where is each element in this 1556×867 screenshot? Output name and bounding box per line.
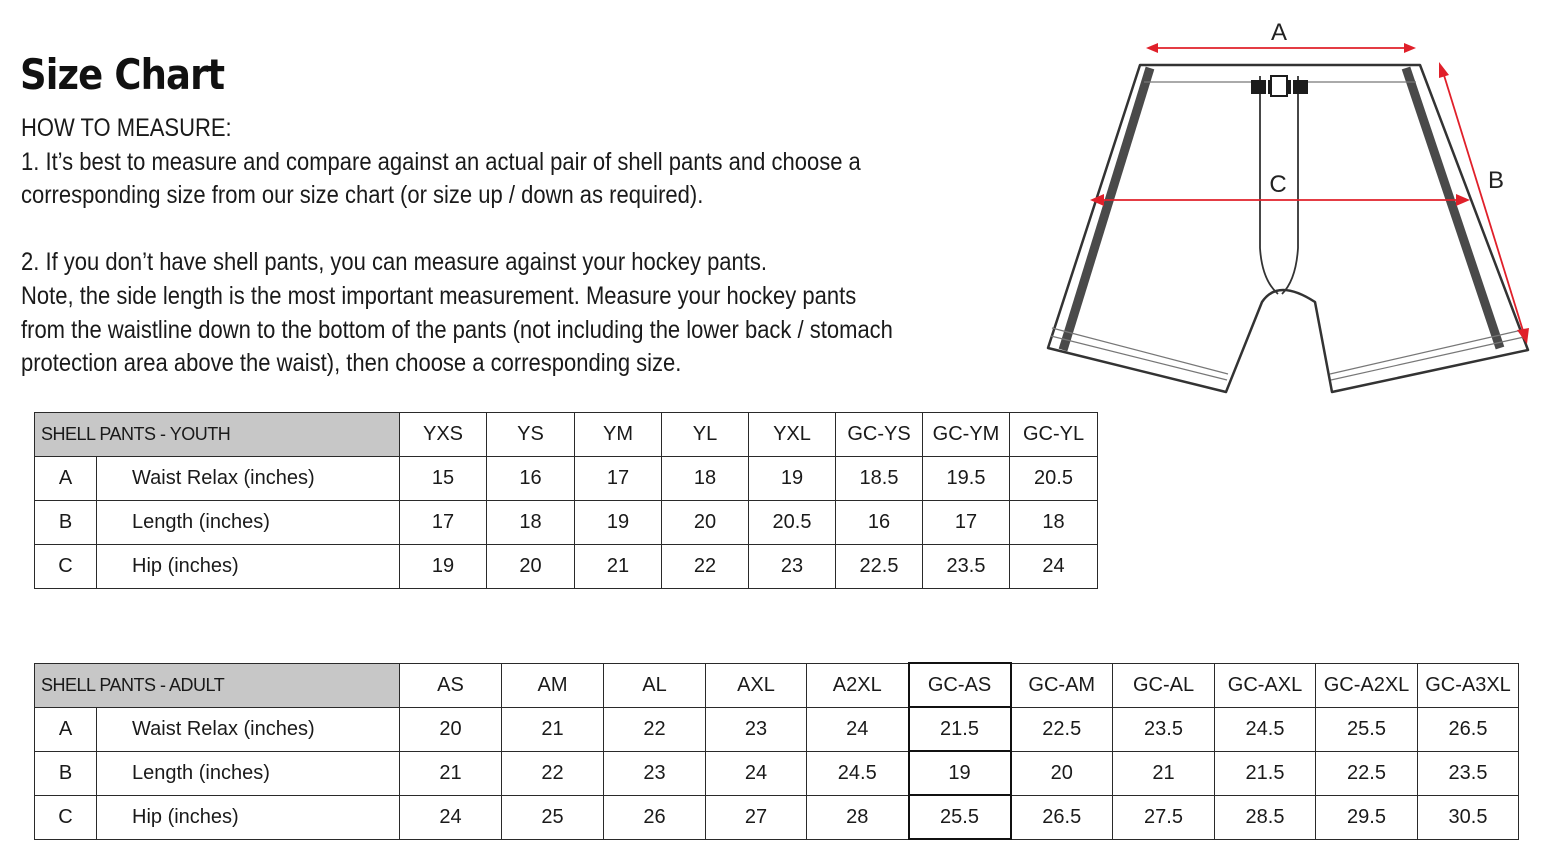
table-cell: 17 — [923, 501, 1010, 545]
table-cell: 19 — [400, 545, 487, 589]
size-header: GC-AL — [1113, 663, 1215, 707]
table-cell: 26.5 — [1418, 707, 1519, 751]
size-header: GC-AXL — [1215, 663, 1316, 707]
table-cell: 20.5 — [749, 501, 836, 545]
size-header: GC-A3XL — [1418, 663, 1519, 707]
label-a: A — [1270, 19, 1288, 46]
table-cell: 26 — [604, 795, 706, 839]
table-cell: 24 — [1010, 545, 1098, 589]
size-header: GC-AS — [909, 663, 1011, 707]
size-header: YXS — [400, 413, 487, 457]
size-header: AXL — [706, 663, 807, 707]
table-row — [35, 545, 1098, 589]
instruction-line: corresponding size from our size chart (or size up / down as required). — [21, 181, 704, 210]
table-cell: 19 — [909, 751, 1011, 795]
instruction-line: 1. It’s best to measure and compare against an actual pair of shell pants and choose a — [21, 147, 861, 176]
instruction-line: protection area above the waist), then choose a corresponding size. — [21, 349, 682, 378]
table-cell: 21 — [575, 545, 662, 589]
table-cell: 21.5 — [1215, 751, 1316, 795]
table-cell: 18 — [662, 457, 749, 501]
table-cell: 19 — [575, 501, 662, 545]
adult-size-table — [34, 662, 1519, 840]
table-cell: 18 — [487, 501, 575, 545]
table-cell: 23.5 — [1418, 751, 1519, 795]
table-cell: 27.5 — [1113, 795, 1215, 839]
table-cell: 21 — [502, 707, 604, 751]
table-cell: 23.5 — [1113, 707, 1215, 751]
table-cell: 20 — [1011, 751, 1113, 795]
table-cell: 22 — [662, 545, 749, 589]
table-cell: 26.5 — [1011, 795, 1113, 839]
row-code: C — [35, 545, 97, 589]
table-cell: 16 — [487, 457, 575, 501]
row-label: Hip (inches) — [97, 795, 400, 839]
adult-table-title: SHELL PANTS - ADULT — [35, 663, 400, 707]
size-header: YM — [575, 413, 662, 457]
table-cell: 28 — [807, 795, 909, 839]
table-cell: 30.5 — [1418, 795, 1519, 839]
table-cell: 24 — [807, 707, 909, 751]
size-header: AL — [604, 663, 706, 707]
table-cell: 15 — [400, 457, 487, 501]
table-cell: 27 — [706, 795, 807, 839]
table-cell: 19 — [749, 457, 836, 501]
table-cell: 16 — [836, 501, 923, 545]
table-cell: 17 — [575, 457, 662, 501]
adult-header-row — [35, 663, 1519, 707]
row-code: A — [35, 457, 97, 501]
table-cell: 21 — [400, 751, 502, 795]
table-cell: 25 — [502, 795, 604, 839]
size-header: GC-A2XL — [1316, 663, 1418, 707]
row-label: Waist Relax (inches) — [97, 707, 400, 751]
table-cell: 28.5 — [1215, 795, 1316, 839]
table-cell: 22 — [604, 707, 706, 751]
table-cell: 20.5 — [1010, 457, 1098, 501]
row-code: B — [35, 501, 97, 545]
size-header: GC-YM — [923, 413, 1010, 457]
table-cell: 23 — [749, 545, 836, 589]
row-label: Hip (inches) — [97, 545, 400, 589]
table-cell: 21.5 — [909, 707, 1011, 751]
instruction-line: 2. If you don’t have shell pants, you can measure against your hockey pants. — [21, 248, 768, 277]
table-cell: 18 — [1010, 501, 1098, 545]
table-cell: 20 — [662, 501, 749, 545]
row-label: Length (inches) — [97, 501, 400, 545]
table-cell: 20 — [487, 545, 575, 589]
table-row — [35, 751, 1519, 795]
table-cell: 23 — [706, 707, 807, 751]
size-header: YL — [662, 413, 749, 457]
size-header: AM — [502, 663, 604, 707]
table-cell: 24 — [400, 795, 502, 839]
size-header: YS — [487, 413, 575, 457]
table-cell: 22.5 — [1011, 707, 1113, 751]
size-header: AS — [400, 663, 502, 707]
page-title: Size Chart — [20, 50, 225, 99]
size-header: YXL — [749, 413, 836, 457]
table-cell: 19.5 — [923, 457, 1010, 501]
size-header: GC-YS — [836, 413, 923, 457]
table-cell: 20 — [400, 707, 502, 751]
table-cell: 24 — [706, 751, 807, 795]
table-cell: 21 — [1113, 751, 1215, 795]
row-code: B — [35, 751, 97, 795]
row-code: A — [35, 707, 97, 751]
table-cell: 22.5 — [836, 545, 923, 589]
table-cell: 24.5 — [807, 751, 909, 795]
table-row — [35, 501, 1098, 545]
table-row — [35, 457, 1098, 501]
table-cell: 22.5 — [1316, 751, 1418, 795]
size-header: GC-YL — [1010, 413, 1098, 457]
row-label: Waist Relax (inches) — [97, 457, 400, 501]
table-cell: 23.5 — [923, 545, 1010, 589]
shell-pants-diagram — [1030, 10, 1550, 400]
youth-size-table — [34, 412, 1098, 589]
label-c: C — [1269, 171, 1287, 198]
table-row — [35, 795, 1519, 839]
instruction-spacer — [21, 213, 980, 247]
youth-header-row — [35, 413, 1098, 457]
table-cell: 25.5 — [1316, 707, 1418, 751]
table-cell: 22 — [502, 751, 604, 795]
size-header: GC-AM — [1011, 663, 1113, 707]
table-cell: 24.5 — [1215, 707, 1316, 751]
row-label: Length (inches) — [97, 751, 400, 795]
youth-table-title: SHELL PANTS - YOUTH — [35, 413, 400, 457]
size-header: A2XL — [807, 663, 909, 707]
table-cell: 23 — [604, 751, 706, 795]
instructions-heading: HOW TO MEASURE: — [21, 114, 232, 142]
table-cell: 18.5 — [836, 457, 923, 501]
row-code: C — [35, 795, 97, 839]
instruction-line: from the waistline down to the bottom of the pants (not including the lower back / stomach — [21, 315, 893, 344]
table-cell: 25.5 — [909, 795, 1011, 839]
table-row — [35, 707, 1519, 751]
measure-instructions — [21, 112, 980, 381]
instruction-line: Note, the side length is the most important measurement. Measure your hockey pants — [21, 281, 857, 310]
table-cell: 17 — [400, 501, 487, 545]
label-b: B — [1487, 167, 1505, 194]
table-cell: 29.5 — [1316, 795, 1418, 839]
